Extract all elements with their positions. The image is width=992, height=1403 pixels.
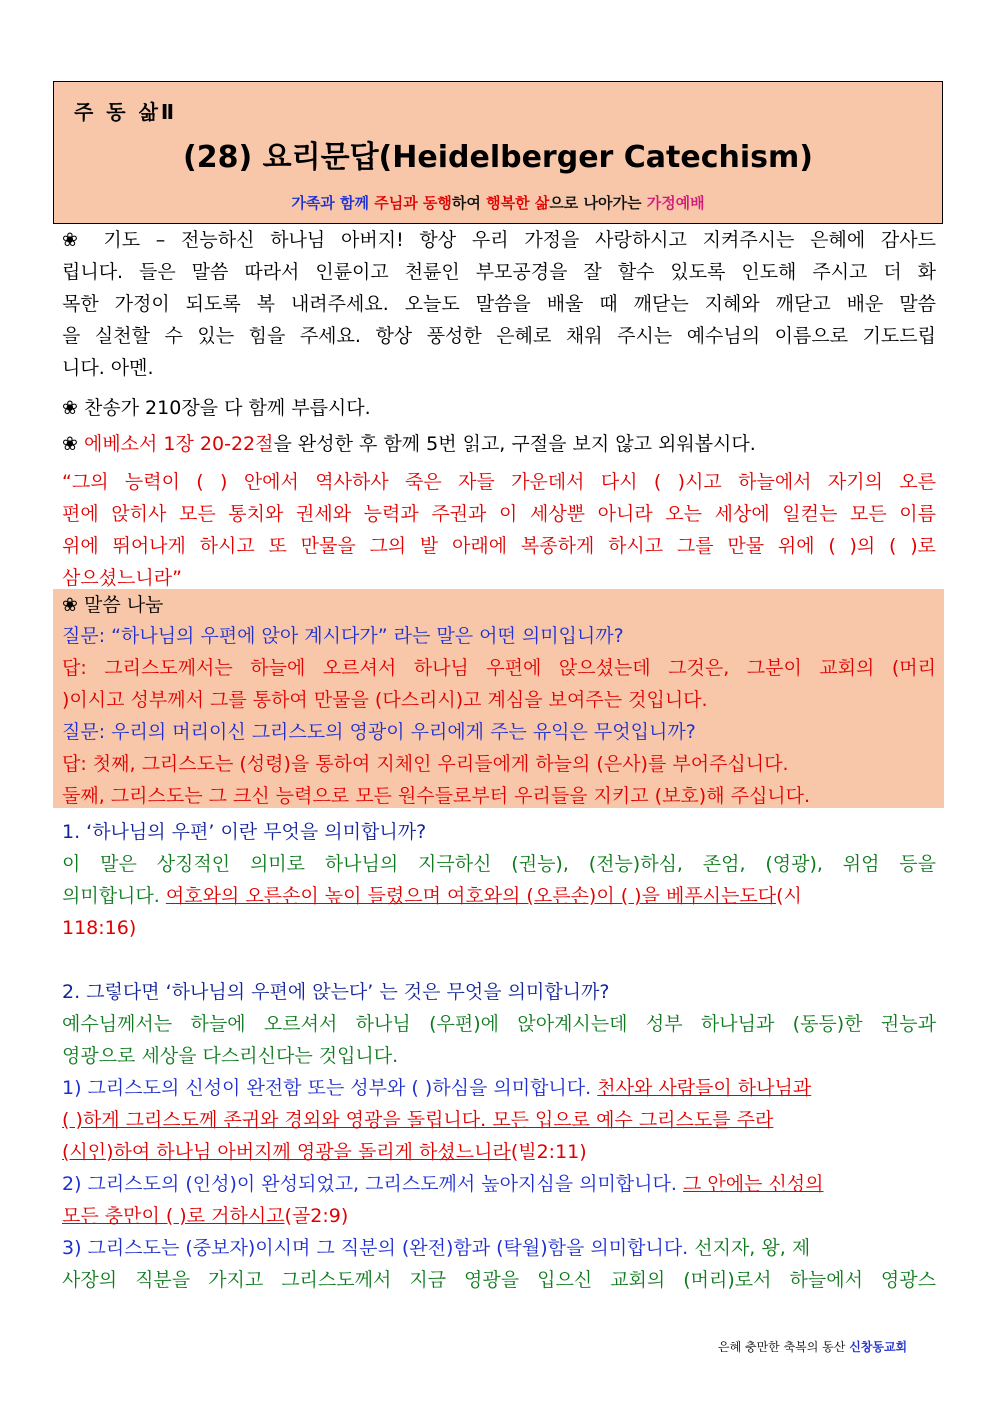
point-text: 1) 그리스도의 신성이 완전함 또는 성부와 ( )하심을 의미합니다. bbox=[62, 1077, 598, 1099]
scripture-ref: (빌2:11) bbox=[510, 1141, 587, 1163]
answer-1-line: )이시고 성부께서 그를 통하여 만물을 (다스리시)고 계심을 보여주는 것입니다. bbox=[62, 689, 708, 711]
verse-line: 편에 앉히사 모든 통치와 권세와 능력과 주권과 이 세상뿐 아니라 오는 세상에 일컫는 모든 이름 bbox=[62, 503, 936, 525]
point-text: 3) 그리스도는 (중보자)이시며 그 직분의 (완전)함과 (탁월)함을 의미합니다. bbox=[62, 1237, 695, 1259]
instruction-text: 을 완성한 후 함께 5번 읽고, 구절을 보지 않고 외워봅시다. bbox=[273, 433, 756, 455]
scripture-quote: 모든 충만이 ( )로 거하시고 bbox=[62, 1205, 285, 1227]
prayer-line: 목한 가정이 되도록 복 내려주세요. 오늘도 말씀을 배울 때 깨닫는 지혜와 깨닫고 배운 말씀 bbox=[62, 293, 936, 315]
section-2-question: 2. 그렇다면 ‘하나님의 우편에 앉는다’ 는 것은 무엇을 의미합니까? bbox=[62, 981, 610, 1003]
subtitle bbox=[54, 192, 942, 213]
prayer-line: 립니다. 들은 말씀 따라서 인륜이고 천륜인 부모공경을 잘 할수 있도록 인도해 주시고 더 화 bbox=[62, 261, 936, 283]
point-1 bbox=[62, 1072, 936, 1104]
scripture-ref: (골2:9) bbox=[284, 1205, 349, 1227]
section-1-line bbox=[62, 880, 936, 912]
point-2 bbox=[62, 1168, 936, 1200]
subtitle-part: 주님과 동행 bbox=[374, 194, 452, 212]
scripture-ref: 118:16) bbox=[62, 917, 137, 939]
question-1: 질문: “하나님의 우편에 앉아 계시다가” 라는 말은 어떤 의미입니까? bbox=[62, 625, 624, 647]
church-name: 신창동교회 bbox=[849, 1340, 908, 1354]
scripture-quote: ( )하게 그리스도께 존귀와 경외와 영광을 돌립니다. 모든 입으로 예수 그리스도를 주라 bbox=[62, 1109, 774, 1131]
section-2-line: 영광으로 세상을 다스리신다는 것입니다. bbox=[62, 1045, 399, 1067]
answer-1-line: 답: 그리스도께서는 하늘에 오르셔서 하나님 우편에 앉으셨는데 그것은, 그분이 교회의 (머리 bbox=[62, 657, 936, 679]
scripture-quote: (시인)하여 하나님 아버지께 영광을 돌리게 하셨느니라 bbox=[62, 1141, 511, 1163]
footer-text: 은혜 충만한 축복의 동산 bbox=[718, 1340, 850, 1354]
verse-reference: 에베소서 1장 20-22절 bbox=[83, 433, 274, 455]
prayer-line: ❀ 기도 – 전능하신 하나님 아버지! 항상 우리 가정을 사랑하시고 지켜주시는 은혜에 감사드 bbox=[62, 229, 936, 251]
sharing-heading: ❀ 말씀 나눔 bbox=[62, 594, 164, 616]
scripture-ref: (시 bbox=[776, 885, 802, 907]
title-box bbox=[53, 81, 943, 224]
page-title: (28) 요리문답(Heidelberger Catechism) bbox=[183, 140, 813, 175]
scripture-quote: 천사와 사람들이 하나님과 bbox=[597, 1077, 812, 1099]
section-1-question: 1. ‘하나님의 우편’ 이란 무엇을 의미합니까? bbox=[62, 821, 427, 843]
subtitle-part: 가정예배 bbox=[646, 194, 705, 212]
verse-line: 위에 뛰어나게 하시고 또 만물을 그의 발 아래에 복종하게 하시고 그를 만물 위에 ( )의 ( )로 bbox=[62, 535, 936, 557]
subtitle-part: 가족과 함께 bbox=[291, 194, 375, 212]
text-green: 의미합니다. bbox=[62, 885, 166, 907]
subtitle-part: 으로 나아가는 bbox=[549, 194, 647, 212]
section-2-line: 예수님께서는 하늘에 오르셔서 하나님 (우편)에 앉아계시는데 성부 하나님과 (동등)한 권능과 bbox=[62, 1013, 936, 1035]
point-text: 선지자, 왕, 제 bbox=[694, 1237, 811, 1259]
section-1-line: 이 말은 상징적인 의미로 하나님의 지극하신 (권능), (전능)하심, 존엄, (영광), 위엄 등을 bbox=[62, 853, 936, 875]
series-label: 주 동 삶Ⅱ bbox=[74, 100, 178, 124]
point-2-line bbox=[62, 1200, 936, 1232]
verse-line: “그의 능력이 ( ) 안에서 역사하사 죽은 자들 가운데서 다시 ( )시고 하늘에서 자기의 오른 bbox=[62, 471, 936, 493]
point-3-line: 사장의 직분을 가지고 그리스도께서 지금 영광을 입으신 교회의 (머리)로서 하늘에서 영광스 bbox=[62, 1269, 936, 1291]
answer-2-line: 답: 첫째, 그리스도는 (성령)을 통하여 지체인 우리들에게 하늘의 (은사)를 부어주십니다. bbox=[62, 753, 789, 775]
point-1-line bbox=[62, 1104, 936, 1136]
memory-instruction bbox=[62, 428, 936, 460]
point-3 bbox=[62, 1232, 936, 1264]
question-2: 질문: 우리의 머리이신 그리스도의 영광이 우리에게 주는 유익은 무엇입니까? bbox=[62, 721, 696, 743]
point-1-line bbox=[62, 1136, 936, 1168]
bullet: ❀ bbox=[62, 433, 84, 455]
hymn-line: ❀ 찬송가 210장을 다 함께 부릅시다. bbox=[62, 397, 371, 419]
scripture-quote: 여호와의 오른손이 높이 들렸으며 여호와의 (오른손)이 ( )을 베푸시는도다 bbox=[165, 885, 777, 907]
subtitle-part: 하여 bbox=[451, 194, 487, 212]
scripture-quote: 그 안에는 신성의 bbox=[682, 1173, 824, 1195]
verse-line: 삼으셨느니라” bbox=[62, 567, 182, 589]
prayer-line: 니다. 아멘. bbox=[62, 357, 154, 379]
prayer-line: 을 실천할 수 있는 힘을 주세요. 항상 풍성한 은혜로 채워 주시는 예수님의 이름으로 기도드립 bbox=[62, 325, 936, 347]
subtitle-part: 행복한 삶 bbox=[486, 194, 550, 212]
answer-2-line: 둘째, 그리스도는 그 크신 능력으로 모든 원수들로부터 우리들을 지키고 (보호)해 주십니다. bbox=[62, 785, 811, 807]
footer bbox=[718, 1338, 907, 1355]
point-text: 2) 그리스도의 (인성)이 완성되었고, 그리스도께서 높아지심을 의미합니다. bbox=[62, 1173, 683, 1195]
